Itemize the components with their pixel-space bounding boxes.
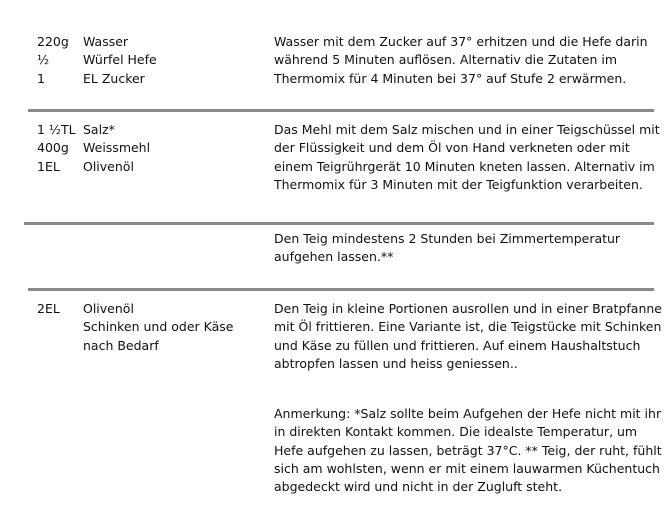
instruction-line: einem Teigrührgerät 10 Minuten kneten lassen. Alternativ im — [274, 158, 655, 174]
section-divider — [28, 288, 654, 291]
note-line: Hefe aufgehen zu lassen, beträgt 37°C. ** Teig, der ruht, fühlt — [274, 442, 662, 458]
note-line: sich am wohlsten, wenn er mit einem lauwarmen Küchentuch — [274, 460, 660, 476]
instruction-text — [274, 230, 654, 267]
instruction-line: und Käse zu füllen und frittieren. Auf einem Haushaltstuch — [274, 337, 641, 353]
ingredient-name: Schinken und oder Käse — [83, 319, 234, 335]
ingredient-name: Wasser — [83, 34, 129, 49]
section-divider — [24, 222, 654, 225]
ingredient-qty: 2EL — [37, 301, 60, 316]
note-line: in direkten Kontakt kommen. Die idealste Temperatur, um — [274, 424, 638, 440]
ingredient-name: EL Zucker — [83, 70, 145, 86]
note-text — [274, 405, 662, 496]
instruction-line: abtropfen lassen und heiss geniessen.. — [274, 355, 518, 371]
ingredient-qty: 1 ½TL — [37, 122, 76, 137]
ingredient-qty: 220g — [37, 34, 69, 49]
instruction-line: der Flüssigkeit und dem Öl von Hand verkneten oder mit — [274, 140, 630, 156]
note-line: abgedeckt wird und nicht in der Zugluft steht. — [274, 479, 563, 495]
ingredient-name: Weissmehl — [83, 140, 151, 156]
ingredient-name: Olivenöl — [83, 301, 134, 316]
instruction-text — [274, 33, 654, 88]
instruction-line: Das Mehl mit dem Salz mischen und in einer Teigschüssel mit — [274, 122, 660, 137]
instruction-line: Wasser mit dem Zucker auf 37° erhitzen und die Hefe darin — [274, 34, 648, 49]
ingredient-name: Olivenöl — [83, 158, 134, 174]
ingredient-name: Salz* — [83, 122, 115, 137]
ingredient-name: nach Bedarf — [83, 337, 159, 353]
instruction-line: Den Teig mindestens 2 Stunden bei Zimmertemperatur — [274, 231, 621, 246]
section-divider — [28, 109, 654, 112]
instruction-line: Den Teig in kleine Portionen ausrollen und in einer Bratpfanne — [274, 301, 662, 316]
instruction-line: Thermomix für 3 Minuten mit der Teigfunktion verarbeiten. — [274, 176, 643, 192]
instruction-line: aufgehen lassen.** — [274, 249, 394, 265]
note-line: Anmerkung: *Salz sollte beim Aufgehen der Hefe nicht mit ihr — [274, 406, 662, 421]
instruction-line: mit Öl frittieren. Eine Variante ist, die Teigstücke mit Schinken — [274, 319, 662, 335]
ingredient-qty: ½ — [37, 52, 50, 68]
instruction-text — [274, 300, 662, 373]
instruction-text — [274, 121, 660, 194]
ingredient-qty: 400g — [37, 140, 69, 156]
instruction-line: Thermomix für 4 Minuten bei 37° auf Stufe 2 erwärmen. — [274, 70, 627, 86]
ingredient-qty: 1EL — [37, 158, 60, 174]
ingredient-name: Würfel Hefe — [83, 52, 157, 68]
ingredient-qty: 1 — [37, 70, 45, 86]
instruction-line: während 5 Minuten auflösen. Alternativ die Zutaten im — [274, 52, 617, 68]
